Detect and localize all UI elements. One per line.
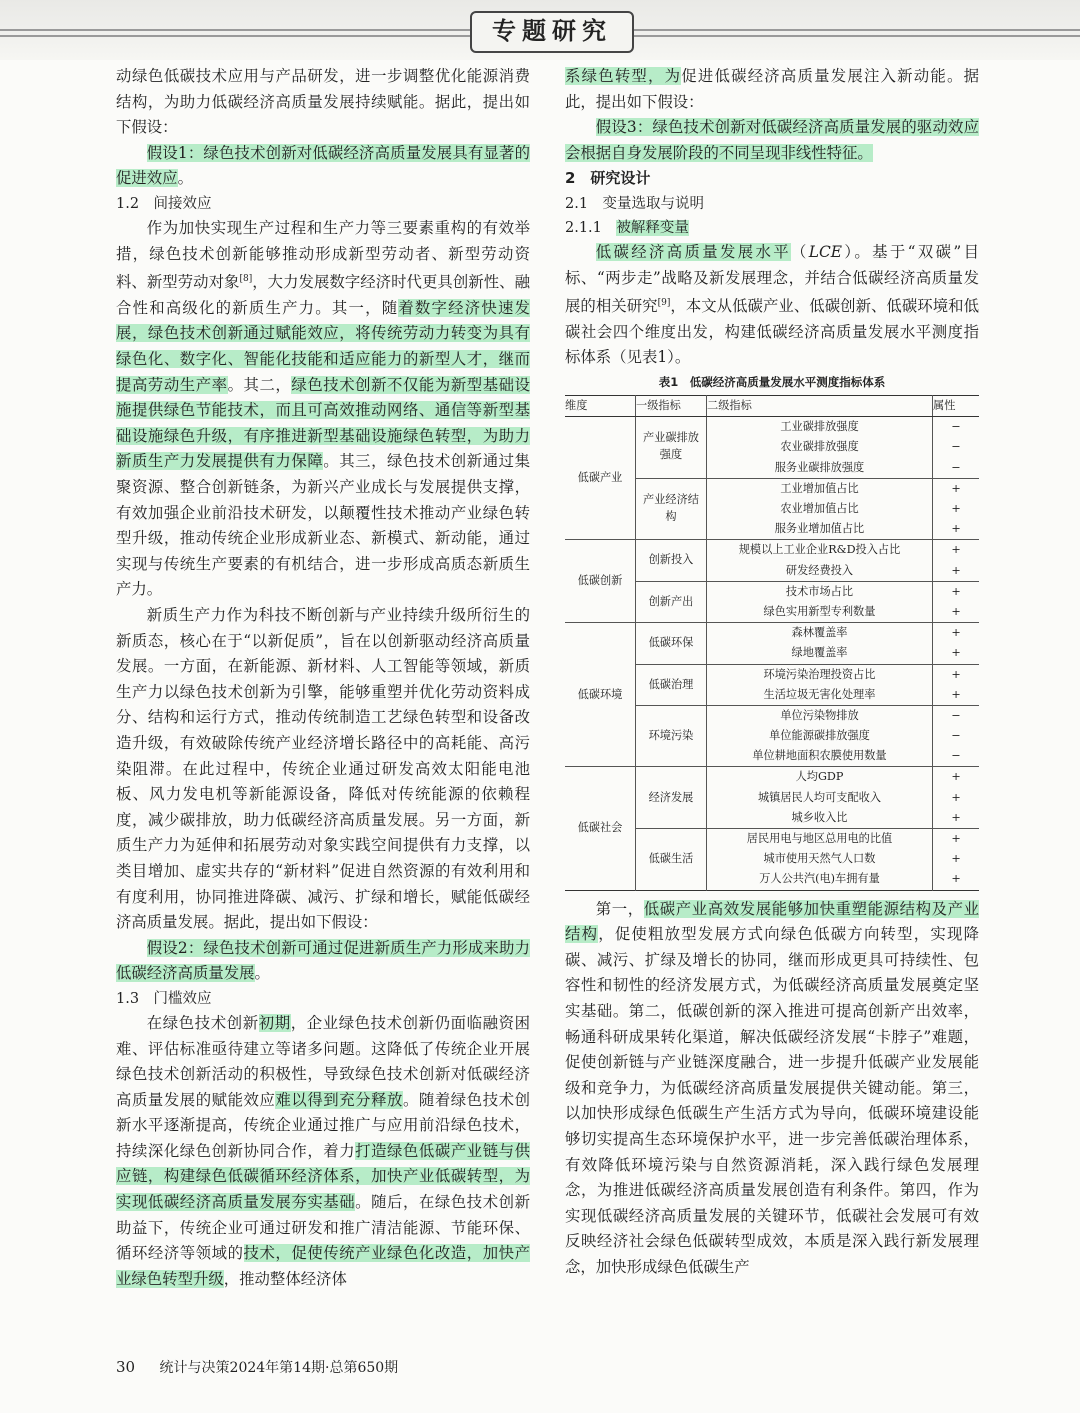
secondary-indicator-cell (707, 705, 933, 767)
attribute-sign: + (951, 852, 961, 866)
paragraph: 系绿色转型，为促进低碳经济高质量发展注入新动能。据此，提出如下假设： (565, 67, 979, 111)
secondary-indicator: 城镇居民人均可支配收入 (757, 790, 882, 804)
primary-indicator-cell (636, 705, 707, 767)
primary-indicator-label: 低碳治理 (648, 677, 694, 691)
secondary-indicator: 农业增加值占比 (780, 502, 859, 516)
secondary-indicator: 技术市场占比 (785, 584, 854, 598)
left-column (116, 64, 530, 1292)
header-cell: 二级指标 (707, 396, 933, 417)
dimension-cell: 低碳产业 (565, 417, 636, 540)
paragraph: 低碳经济高质量发展水平（LCE）。基于“双碳”目标、“两步走”战略及新发展理念，并结合低碳经济高质量发展的相关研究[9]，本文从低碳产业、低碳创新、低碳环境和低碳社会四个维度出发，构建低碳经济高质量发展水平测度指标体系（见表1）。 (565, 242, 979, 367)
attribute-sign: − (951, 749, 961, 763)
attribute-sign: − (951, 708, 961, 722)
attribute-cell (933, 581, 980, 622)
table-header-row (565, 396, 979, 417)
secondary-indicator: 农业碳排放强度 (780, 440, 859, 454)
attribute-sign: + (951, 543, 961, 557)
secondary-indicator: 绿色实用新型专利数量 (763, 604, 876, 618)
dimension-cell: 低碳创新 (565, 540, 636, 623)
hypothesis-2: 假设2：绿色技术创新可通过促进新质生产力形成来助力低碳经济高质量发展。 (116, 938, 530, 983)
secondary-indicator-cell (707, 623, 933, 664)
indicator-table (565, 395, 979, 891)
primary-indicator-cell (636, 581, 707, 622)
secondary-indicator-cell (707, 417, 933, 479)
secondary-indicator: 服务业增加值占比 (774, 522, 865, 536)
attribute-cell (933, 767, 980, 829)
secondary-indicator-cell (707, 540, 933, 581)
secondary-indicator: 绿地覆盖率 (791, 646, 848, 660)
secondary-indicator: 城乡收入比 (791, 810, 848, 824)
attribute-sign: − (951, 460, 961, 474)
attribute-cell (933, 417, 980, 479)
attribute-sign: + (951, 810, 961, 824)
secondary-indicator-cell (707, 767, 933, 829)
paragraph: 作为加快实现生产过程和生产力等三要素重构的有效举措，绿色技术创新能够推动形成新型劳动者、新型劳动资料、新型劳动对象[8]，大力发展数字经济时代更具创新性、融合性和高级化的新质生产力。其一，随着数字经济快速发展，绿色技术创新通过赋能效应，将传统劳动力转变为具有绿色化、数字化、智能化技能和适应能力的新型人才，继而提高劳动生产率。其二，绿色技术创新不仅能为新型基础设施提供绿色节能技术，而且可高效推动网络、通信等新型基础设施绿色升级，有序推进新型基础设施绿色转型，为助力新质生产力发展提供有力保障。其三，绿色技术创新通过集聚资源、整合创新链条，为新兴产业成长与发展提供支撑，有效加强企业前沿技术研发，以颠覆性技术推动产业绿色转型升级，推动传统企业形成新业态、新模式、新动能，通过实现与传统生产要素的有机结合，进一步形成高质态新质生产力。 (116, 218, 530, 599)
secondary-indicator: 居民用电与地区总用电的比值 (746, 832, 893, 846)
attribute-sign: + (951, 626, 961, 640)
citation-ref[interactable]: [9] (657, 298, 671, 309)
primary-indicator-label: 创新投入 (648, 553, 694, 567)
primary-indicator-cell (636, 417, 707, 479)
primary-indicator-cell (636, 478, 707, 540)
attribute-sign: + (951, 481, 961, 495)
attribute-sign: + (951, 770, 961, 784)
secondary-indicator: 生活垃圾无害化处理率 (763, 687, 876, 701)
subsection-heading: 1.3 门槛效应 (116, 990, 212, 1007)
table-row (565, 540, 979, 581)
citation-ref[interactable]: [8] (239, 274, 253, 285)
attribute-sign: + (951, 832, 961, 846)
primary-indicator-cell (636, 623, 707, 664)
secondary-indicator: 工业碳排放强度 (780, 420, 859, 434)
attribute-cell (933, 705, 980, 767)
attribute-sign: − (951, 729, 961, 743)
page-number: 30 (116, 1358, 136, 1376)
section-heading: 2 研究设计 (565, 169, 651, 188)
attribute-sign: + (951, 584, 961, 598)
header-cell: 维度 (565, 396, 636, 417)
secondary-indicator-cell (707, 581, 933, 622)
header-band (0, 0, 1080, 60)
primary-indicator-label: 产业经济结构 (643, 493, 699, 523)
header-cell: 属性 (933, 396, 980, 417)
page-footer (116, 1357, 398, 1377)
section-title: 专题研究 (470, 11, 634, 53)
dimension-cell: 低碳社会 (565, 767, 636, 890)
primary-indicator-label: 环境污染 (648, 729, 694, 743)
secondary-indicator: 环境污染治理投资占比 (763, 667, 876, 681)
attribute-sign: + (951, 790, 961, 804)
attribute-sign: − (951, 440, 961, 454)
attribute-cell (933, 478, 980, 540)
secondary-indicator: 工业增加值占比 (780, 481, 859, 495)
secondary-indicator: 研发经费投入 (785, 563, 854, 577)
journal-info: 统计与决策2024年第14期·总第650期 (159, 1360, 399, 1376)
secondary-indicator-cell (707, 829, 933, 891)
table-row (565, 767, 979, 829)
primary-indicator-cell (636, 664, 707, 705)
hypothesis-1: 假设1：绿色技术创新对低碳经济高质量发展具有显著的促进效应。 (116, 143, 530, 188)
attribute-sign: + (951, 687, 961, 701)
subsubsection-heading: 2.1.1 被解释变量 (565, 219, 689, 236)
paragraph: 新质生产力作为科技不断创新与产业持续升级所衍生的新质态，核心在于“以新促质”，旨在以创新驱动经济高质量发展。一方面，在新能源、新材料、人工智能等领域，新质生产力以绿色技术创新为引擎，能够重塑并优化劳动资料成分、结构和运行方式，推动传统制造工艺绿色转型和设备改造升级，有效破除传统产业经济增长路径中的高耗能、高污染阻滞。在此过程中，传统企业通过研发高效太阳能电池板、风力发电机等新能源设备，降低对传统能源的依赖程度，减少碳排放，助力低碳经济高质量发展。另一方面，新质生产力为延伸和拓展劳动对象实践空间提供有力支撑，以类目增加、虚实共存的“新材料”促进自然资源的有效利用和有度利用，协同推进降碳、减污、扩绿和增长，赋能低碳经济高质量发展。据此，提出如下假设： (116, 606, 530, 932)
secondary-indicator: 单位耕地面积农膜使用数量 (752, 749, 887, 763)
paragraph: 在绿色技术创新初期，企业绿色技术创新仍面临融资困难、评估标准亟待建立等诸多问题。这降低了传统企业开展绿色技术创新活动的积极性，导致绿色技术创新对低碳经济高质量发展的赋能效应难以得到充分释放。随着绿色技术创新水平逐渐提高，传统企业通过推广与应用前沿绿色技术，持续深化绿色创新协同合作，着力打造绿色低碳产业链与供应链，构建绿色低碳循环经济体系，加快产业低碳转型，为实现低碳经济高质量发展夯实基础。随后，在绿色技术创新助益下，传统企业可通过研发和推广清洁能源、节能环保、循环经济等领域的技术，促使传统产业绿色化改造，加快产业绿色转型升级，推动整体经济体 (116, 1013, 530, 1288)
attribute-cell (933, 664, 980, 705)
secondary-indicator-cell (707, 664, 933, 705)
primary-indicator-cell (636, 767, 707, 829)
secondary-indicator: 规模以上工业企业R&D投入占比 (738, 543, 901, 557)
secondary-indicator-cell (707, 478, 933, 540)
secondary-indicator: 服务业碳排放强度 (774, 460, 865, 474)
attribute-sign: + (951, 872, 961, 886)
secondary-indicator: 城市使用天然气人口数 (763, 852, 876, 866)
paragraph: 动绿色低碳技术应用与产品研发，进一步调整优化能源消费结构，为助力低碳经济高质量发展持续赋能。据此，提出如下假设： (116, 67, 530, 137)
attribute-sign: + (951, 522, 961, 536)
primary-indicator-label: 低碳环保 (648, 636, 694, 650)
attribute-cell (933, 829, 980, 891)
attribute-sign: − (951, 420, 961, 434)
table-row (565, 417, 979, 479)
attribute-cell (933, 623, 980, 664)
secondary-indicator: 人均GDP (795, 770, 844, 784)
paragraph: 第一，低碳产业高效发展能够加快重塑能源结构及产业结构，促使粗放型发展方式向绿色低碳方向转型，实现降碳、减污、扩绿及增长的协同，继而形成更具可持续性、包容性和韧性的经济发展方式，为低碳经济高质量发展奠定坚实基础。第二，低碳创新的深入推进可提高创新产出效率，畅通科研成果转化渠道，解决低碳经济发展“卡脖子”难题，促使创新链与产业链深度融合，进一步提升低碳产业发展能级和竞争力，为低碳经济高质量发展提供关键动能。第三，以加快形成绿色低碳生产生活方式为导向，低碳环境建设能够切实提高生态环境保护水平，进一步完善低碳治理体系，有效降低环境污染与自然资源消耗，深入践行绿色发展理念，为推进低碳经济高质量发展创造有利条件。第四，作为实现低碳经济高质量发展的关键环节，低碳社会发展可有效反映经济社会绿色低碳转型成效，本质是深入践行新发展理念，加快形成绿色低碳生产 (565, 899, 979, 1276)
subsection-heading: 2.1 变量选取与说明 (565, 195, 705, 212)
right-column (565, 64, 979, 1280)
attribute-sign: + (951, 604, 961, 618)
secondary-indicator: 单位能源碳排放强度 (769, 729, 870, 743)
secondary-indicator: 森林覆盖率 (791, 626, 848, 640)
table-body (565, 417, 979, 890)
primary-indicator-cell (636, 540, 707, 581)
secondary-indicator: 单位污染物排放 (780, 708, 859, 722)
dimension-cell: 低碳环境 (565, 623, 636, 767)
secondary-indicator: 万人公共汽(电)车拥有量 (759, 872, 880, 886)
attribute-sign: + (951, 667, 961, 681)
header-cell: 一级指标 (636, 396, 707, 417)
attribute-sign: + (951, 646, 961, 660)
primary-indicator-label: 经济发展 (648, 790, 694, 804)
table-caption: 表1 低碳经济高质量发展水平测度指标体系 (658, 375, 886, 390)
hypothesis-3: 假设3：绿色技术创新对低碳经济高质量发展的驱动效应会根据自身发展阶段的不同呈现非线性特征。 (565, 118, 979, 162)
primary-indicator-label: 创新产出 (648, 594, 694, 608)
attribute-cell (933, 540, 980, 581)
attribute-sign: + (951, 563, 961, 577)
primary-indicator-cell (636, 829, 707, 891)
primary-indicator-label: 低碳生活 (648, 852, 694, 866)
attribute-sign: + (951, 502, 961, 516)
subsection-heading: 1.2 间接效应 (116, 195, 212, 212)
table-row (565, 623, 979, 664)
primary-indicator-label: 产业碳排放强度 (643, 431, 699, 462)
